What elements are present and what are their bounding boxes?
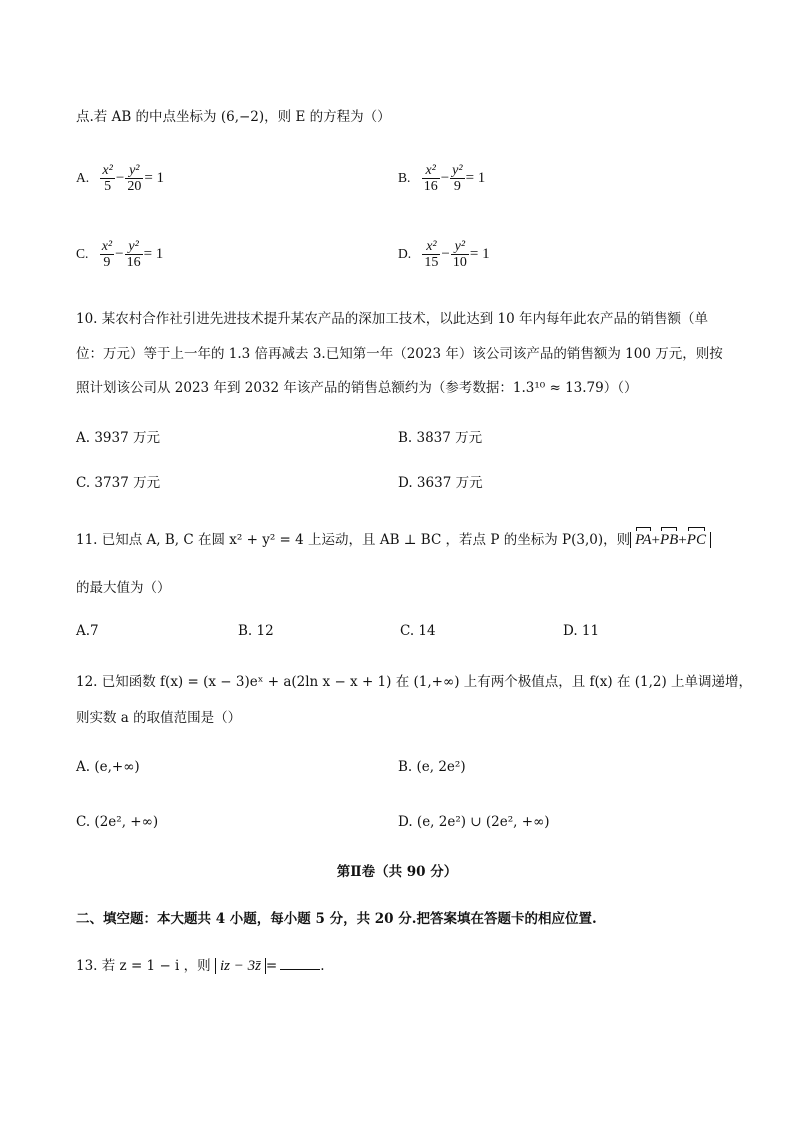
q10-option-c: C. 3737 万元 — [76, 475, 161, 491]
q13-abs-expression: iz − 3z̄ — [215, 958, 266, 974]
vector-pb: PB — [659, 532, 679, 548]
q10-option-a: A. 3937 万元 — [76, 430, 160, 446]
q13-equals: = — [265, 958, 278, 974]
fraction: $\frac{\text{y²}}{16}$ — [126, 239, 141, 270]
fraction: $\frac{\text{y²}}{9}$ — [452, 163, 463, 194]
q11-text: 11. 已知点 A, B, C 在圆 x² + y² = 4 上运动，且 AB ⊥ BC ，若点 P 的坐标为 P(3,0)，则 — [76, 532, 631, 548]
q13-end: . — [320, 958, 325, 974]
q11-line-2: 的最大值为（） — [76, 580, 171, 596]
q9-text: 点.若 AB 的中点坐标为 (6,−2)，则 E 的方程为（） — [76, 109, 391, 125]
q11-option-a: A.7 — [76, 623, 99, 639]
q13-prefix: 13. 若 z = 1 − i ，则 — [76, 958, 211, 974]
q9-option-a: A. $\frac{\text{x²}}{5}$ − $\frac{\text{y²}}{20}$ = 1 — [76, 163, 165, 194]
option-label: B. — [398, 170, 411, 185]
q10-option-d: D. 3637 万元 — [398, 475, 483, 491]
vector-sum-abs: PA+PB+PC — [630, 532, 711, 548]
q10-line-3: 照计划该公司从 2023 年到 2032 年该产品的销售总额约为（参考数据：1.3¹⁰ ≈ 13.79）（） — [76, 380, 638, 396]
q9-option-d: D. $\frac{\text{x²}}{15}$ − $\frac{\text{y²}}{10}$ = 1 — [398, 239, 490, 270]
fraction: $\frac{\text{y²}}{20}$ — [127, 163, 142, 194]
q9-option-c: C. $\frac{\text{x²}}{9}$ − $\frac{\text{y²}}{16}$ = 1 — [76, 239, 164, 270]
q11-option-d: D. 11 — [563, 623, 600, 639]
q12-option-a: A. (e,+∞) — [76, 759, 140, 775]
q12-option-d: D. (e, 2e²) ∪ (2e², +∞) — [398, 814, 550, 830]
q10-line-1: 10. 某农村合作社引进先进技术提升某农产品的深加工技术，以此达到 10 年内每年此农产品的销售额（单 — [76, 311, 709, 327]
q13-line — [76, 956, 325, 976]
fraction: $\frac{\text{x²}}{15}$ — [424, 239, 439, 270]
option-label: D. — [398, 246, 412, 261]
vector-pa: PA — [635, 532, 652, 548]
q12-option-b: B. (e, 2e²) — [398, 759, 466, 775]
vector-pc: PC — [686, 532, 706, 548]
section-heading: 二、填空题：本大题共 4 小题，每小题 5 分，共 20 分.把答案填在答题卡的相应位置. — [76, 911, 597, 927]
section-title: 第Ⅱ卷（共 90 分） — [336, 864, 458, 880]
option-label: C. — [76, 246, 89, 261]
q11-line-1 — [76, 530, 711, 551]
fraction: $\frac{\text{y²}}{10}$ — [452, 239, 467, 270]
fraction: $\frac{\text{x²}}{16}$ — [423, 163, 438, 194]
q11-option-b: B. 12 — [238, 623, 274, 639]
answer-blank — [280, 969, 320, 970]
q12-line-1: 12. 已知函数 f(x) = (x − 3)eˣ + a(2ln x − x + 1) 在 (1,+∞) 上有两个极值点，且 f(x) 在 (1,2) 上单调递增， — [76, 674, 753, 690]
q12-line-2: 则实数 a 的取值范围是（） — [76, 710, 242, 726]
q12-option-c: C. (2e², +∞) — [76, 814, 159, 830]
q11-option-c: C. 14 — [400, 623, 436, 639]
q10-option-b: B. 3837 万元 — [398, 430, 483, 446]
q10-line-2: 位：万元）等于上一年的 1.3 倍再减去 3.已知第一年（2023 年）该公司该产品的销售额为 100 万元，则按 — [76, 346, 723, 362]
fraction: $\frac{\text{x²}}{9}$ — [101, 239, 113, 270]
option-label: A. — [76, 170, 90, 185]
q9-option-b: B. $\frac{\text{x²}}{16}$ − $\frac{\text{y²}}{9}$ = 1 — [398, 163, 486, 194]
fraction: $\frac{\text{x²}}{5}$ — [102, 163, 113, 194]
